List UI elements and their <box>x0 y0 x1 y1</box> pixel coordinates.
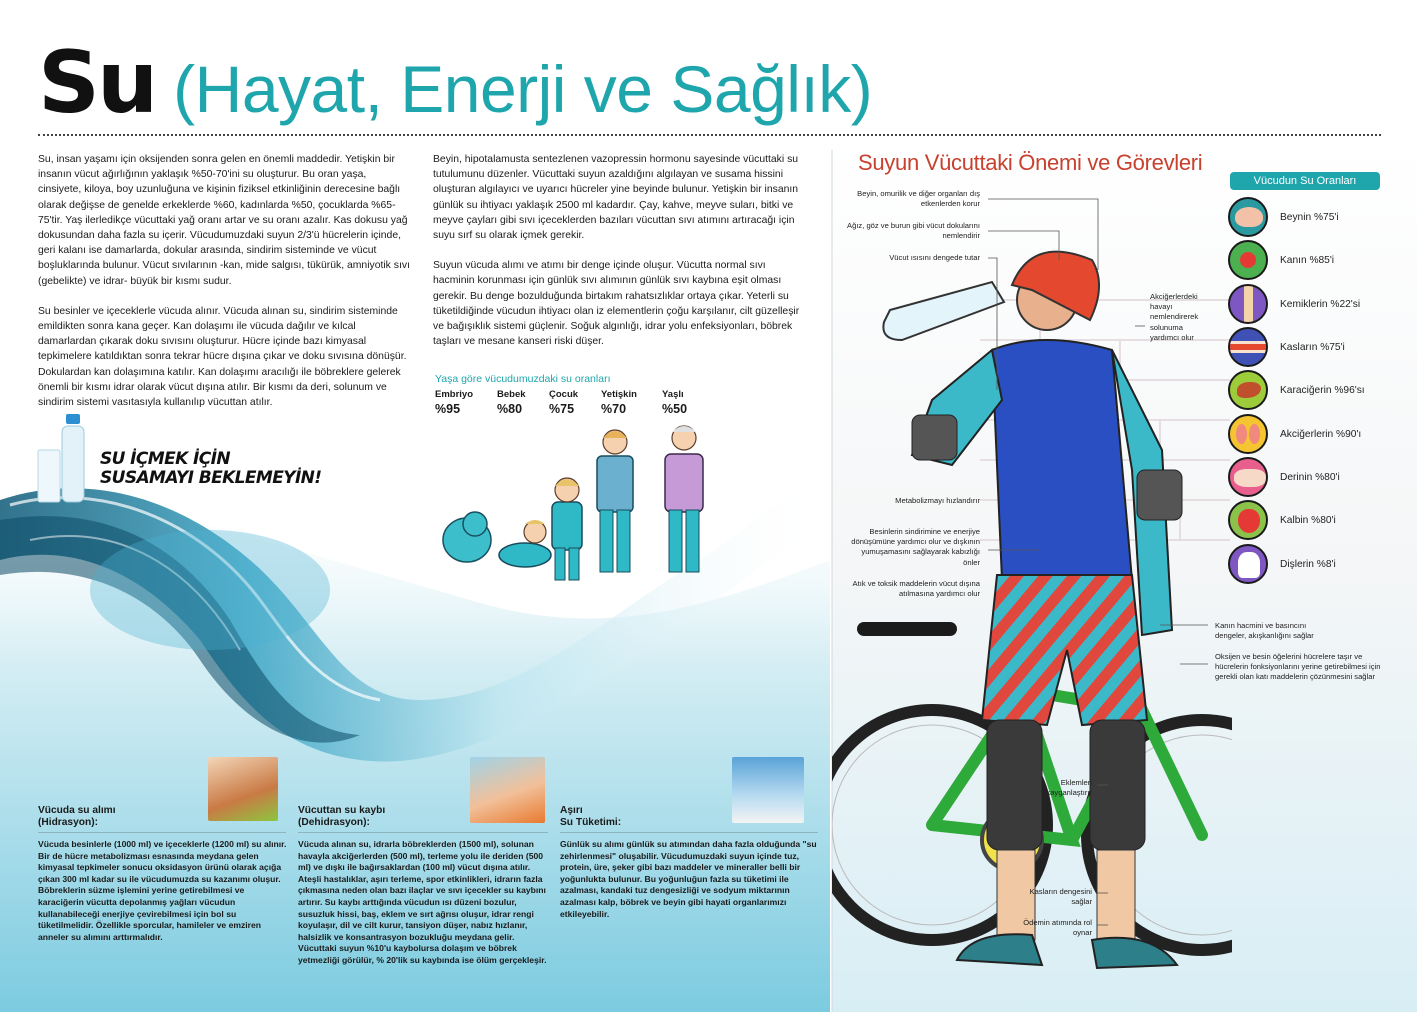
overconsumption-divider <box>560 832 818 833</box>
dehydration-title: Vücuttan su kaybı (Dehidrasyon): <box>298 805 386 828</box>
boy-drinking-photo <box>470 757 545 823</box>
tooth-icon <box>1228 544 1268 584</box>
organ-ratio-teeth: Dişlerin %8'i <box>1228 544 1388 584</box>
overconsumption-body: Günlük su alımı günlük su atımından daha fazla olduğunda "su zehirlenmesi" oluşabilir. Vücudumuzdaki suyun içinde tuz, protein, üre, şeker gibi bazı maddeler ve mineraller belli bir yoğunlukta bulunur. Bu yoğunluğun fazla su tüketimi ile azalması, kandaki tuz dengesizliği ve sodyum miktarının azalması kalp, böbrek ve beyin gibi hayati organlarımızı etkileyebilir. <box>560 839 817 919</box>
skin-icon <box>1228 457 1268 497</box>
intro-paragraph: Su besinler ve içeceklerle vücuda alınır. Vücuda alınan su, sindirim sisteminde emildikten sonra kana geçer. Kan dolaşımı ile vücuda dağılır ve kılcal damarlardan çıkarak doku sıvısını oluşturur. Hücre içinde bazı kimyasal tepkimelere katıldıktan sonra tekrar hücre dışına çıkar ve doku sıvısına dönüşür. Dokulardan kan dolaşımına katılır. Kan dolaşımı aracılığı ile böbreklere gelerek önemli bir kısmı idrar olarak vücut dışına atılır. Bir kısmı da deri, solunum ve sindirim sistemi vasıtasıyla kullanılıp vücuttan atılır. <box>38 305 407 409</box>
organ-ratio-muscle: Kasların %75'i <box>1228 327 1388 367</box>
water-bottle-glass-icon <box>36 412 94 504</box>
water-bottle <box>883 282 1004 340</box>
callout-body-temperature: Vücut ısısını dengede tutar <box>889 253 980 262</box>
slogan: SU İÇMEK İÇİN SUSAMAYI BEKLEMEYİN! <box>100 449 322 488</box>
organ-ratio-brain: Beynin %75'i <box>1228 197 1388 237</box>
age-ratios-table <box>435 389 712 417</box>
organ-ratios-header: Vücudun Su Oranları <box>1230 172 1380 190</box>
callout-edema: Ödemin atımında rol oynar <box>1023 918 1092 938</box>
organ-ratio-liver: Karaciğerin %96'sı <box>1228 370 1388 410</box>
shirt <box>992 340 1132 580</box>
child-drinking-photo <box>208 757 278 821</box>
age-ratios-title: Yaşa göre vücudumuzdaki su oranları <box>435 373 611 385</box>
blood-icon <box>1228 240 1268 280</box>
callout-metabolism: Metabolizmayı hızlandırır <box>895 496 980 505</box>
organ-ratio-blood: Kanın %85'i <box>1228 240 1388 280</box>
age-ratio-item: Çocuk %75 <box>549 389 579 416</box>
brain-icon <box>1228 197 1268 237</box>
organ-ratio-lungs: Akciğerlerin %90'ı <box>1228 414 1388 454</box>
intro-paragraph: Suyun vücuda alımı ve atımı bir denge içinde oluşur. Vücutta normal sıvı hacminin korunması için günlük sıvı alımının günlük sıvı kaybına eşit olması gerekir. Bu denge bozulduğunda birtakım rahatsızlıklar ortaya çıkar. Yeterli su tüketildiğinde vücudun ihtiyacı olan iz elementlerin çoğu karşılanır, cilt güzelleşir ve bağışıklık sistemi güçlenir. Soğuk algınlığı, idrar yolu enfeksiyonları, böbrek taşları ve mesane kanseri riski düşer. <box>433 260 800 348</box>
title-divider <box>38 134 1381 136</box>
intro-column-1 <box>38 152 410 425</box>
dehydration-body: Vücuda alınan su, idrarla böbreklerden (1500 ml), solunan havayla akciğerlerden (500 ml), terleme yolu ile deriden (500 ml) ve dışkı ile bağırsaklardan (100 ml) vücut dışına atılır. Ateşli hastalıklar, aşırı terleme, spor etkinlikleri, idrarın fazla çıkmasına neden olan bazı ilaçlar ve sıvı içecekler su kaybını artırır. Su kaybı arttığında vücudun ısı düzeni bozulur, susuzluk hissi, baş, eklem ve sırt ağrısı oluşur, idrar rengi koyulaşır, dil ve cilt kurur, tansiyon düşer, nabız hızlanır, halsizlik ve konsantrasyon bozukluğu meydana gelir. Vücuttaki suyun %10'u kaybolursa dolaşım ve böbrek yetmezliği görülür, % 20'lik su kaybında ise ölüm gerçekleşir. <box>298 839 547 965</box>
woman-drinking-photo <box>732 757 804 823</box>
overconsumption-title: Aşırı Su Tüketimi: <box>560 805 622 828</box>
callout-blood-volume: Kanın hacmini ve basıncını dengeler, akışkanlığını sağlar <box>1215 621 1314 641</box>
page-title <box>38 33 873 133</box>
organ-ratio-bone: Kemiklerin %22'si <box>1228 284 1388 324</box>
callout-muscle-balance: Kasların dengesini sağlar <box>1029 887 1092 907</box>
callout-toxin-removal: Atık ve toksik maddelerin vücut dışına atılmasına yardımcı olur <box>852 579 980 599</box>
dehydration-divider <box>298 832 548 833</box>
lungs-icon <box>1228 414 1268 454</box>
child-figure <box>552 478 582 580</box>
title-subtitle: (Hayat, Enerji ve Sağlık) <box>173 52 873 126</box>
human-growth-illustration <box>435 420 725 590</box>
organ-ratio-skin: Derinin %80'i <box>1228 457 1388 497</box>
intro-paragraph: Beyin, hipotalamusta sentezlenen vazopressin hormonu sayesinde vücuttaki su tutulumunu düzenler. Vücuttaki suyun azaldığını algılayan ve susama hissini oluşturan algılayıcı ve uyarıcı hücreler yine beyinde bulunur. Yetişkin bir insanın günlük su ihtiyacı yaklaşık 2500 ml kadardır. Çay, kahve, meyve suları, bitki ve meyve çayları gibi sıvı içeceklerden bazıları vücuttan sıvı atımını artıracağı için suyu sırf su olarak içmek gerekir. <box>433 154 799 242</box>
age-ratio-item: Yetişkin %70 <box>601 389 637 416</box>
age-ratio-item: Yaşlı %50 <box>662 389 688 416</box>
hydration-title: Vücuda su alımı (Hidrasyon): <box>38 805 116 828</box>
organ-ratio-heart: Kalbin %80'i <box>1228 500 1388 540</box>
adult-figure <box>597 430 633 572</box>
title-main: Su <box>38 33 156 133</box>
baby-figure <box>499 520 551 567</box>
callout-joint-lubrication: Eklemleri kayganlaştırır <box>1046 778 1092 798</box>
callout-nutrient-transport: Oksijen ve besin öğelerini hücrelere taşır ve hücrelerin fonksiyonlarını yerine getirebilmesi için gerekli olan katı maddelerin çözünmesini sağlar <box>1215 652 1381 682</box>
age-ratio-item: Embriyo %95 <box>435 389 474 416</box>
callout-lung-moisture: Akciğerlerdeki havayı nemlendirerek solunuma yardımcı olur <box>1150 292 1199 342</box>
liver-icon <box>1228 370 1268 410</box>
intro-column-2 <box>433 152 803 364</box>
muscle-icon <box>1228 327 1268 367</box>
body-panel-title: Suyun Vücuttaki Önemi ve Görevleri <box>858 150 1203 175</box>
hydration-divider <box>38 832 286 833</box>
bone-icon <box>1228 284 1268 324</box>
heart-icon <box>1228 500 1268 540</box>
hydration-body: Vücuda besinlerle (1000 ml) ve içeceklerle (1200 ml) su alınır. Bir de hücre metabolizması esnasında meydana gelen kimyasal tepkimeler sonucu oksidasyon ürünü olarak açığa çıkan 300 ml kadar su ile vücudumuzda su kazanımı oluşur. Böbreklerin süzme işlemini yerine getirebilmesi ve karaciğerin vücutta depolanmış yağları vücudun kullanabileceği enerjiye çevirebilmesi için bol su tüketilmelidir. Özellikle sporcular, hamileler ve emziren anneler su alımını arttırmalıdır. <box>38 839 287 942</box>
callout-moisturize-tissues: Ağız, göz ve burun gibi vücut dokularını nemlendirir <box>847 221 980 241</box>
callout-digestion: Besinlerin sindirimine ve enerjiye dönüşümüne yardımcı olur ve dışkının yumuşamasını sağlayarak kabızlığı önler <box>851 527 980 567</box>
callout-brain-protection: Beyin, omurilik ve diğer organları dış etkenlerden korur <box>857 189 980 209</box>
elderly-figure <box>665 426 703 572</box>
age-ratio-item: Bebek %80 <box>497 389 526 416</box>
intro-paragraph: Su, insan yaşamı için oksijenden sonra gelen en önemli maddedir. Yetişkin bir insanın vücut ağırlığının yaklaşık %50-70'ini su oluşturur. Bu oran yaşa, cinsiyete, kiloya, boy uzunluğuna ve kişinin fiziksel etkinliğinin derecesine bağlı olarak değişse de genelde erkeklerde %60, kadınlarda %50, çocuklarda %65-75'tir. Yaş ilerledikçe vücuttaki yağ oranı artar ve su oranı azalır. Kas dokusu yağ dokusundan daha fazla su içerir. Vücudumuzdaki suyun 2/3'ü hücrelerin içinde, geri kalanı ise damarlarda, dokular arasında, sindirim sisteminde ve vücut boşluklarında bulunur. Vücut sıvılarının -kan, mide salgısı, tükürük, amniyotik sıvı (gebelikte) ve idrar- büyük bir kısmı sudur. <box>38 154 410 287</box>
embryo-figure <box>443 512 491 562</box>
